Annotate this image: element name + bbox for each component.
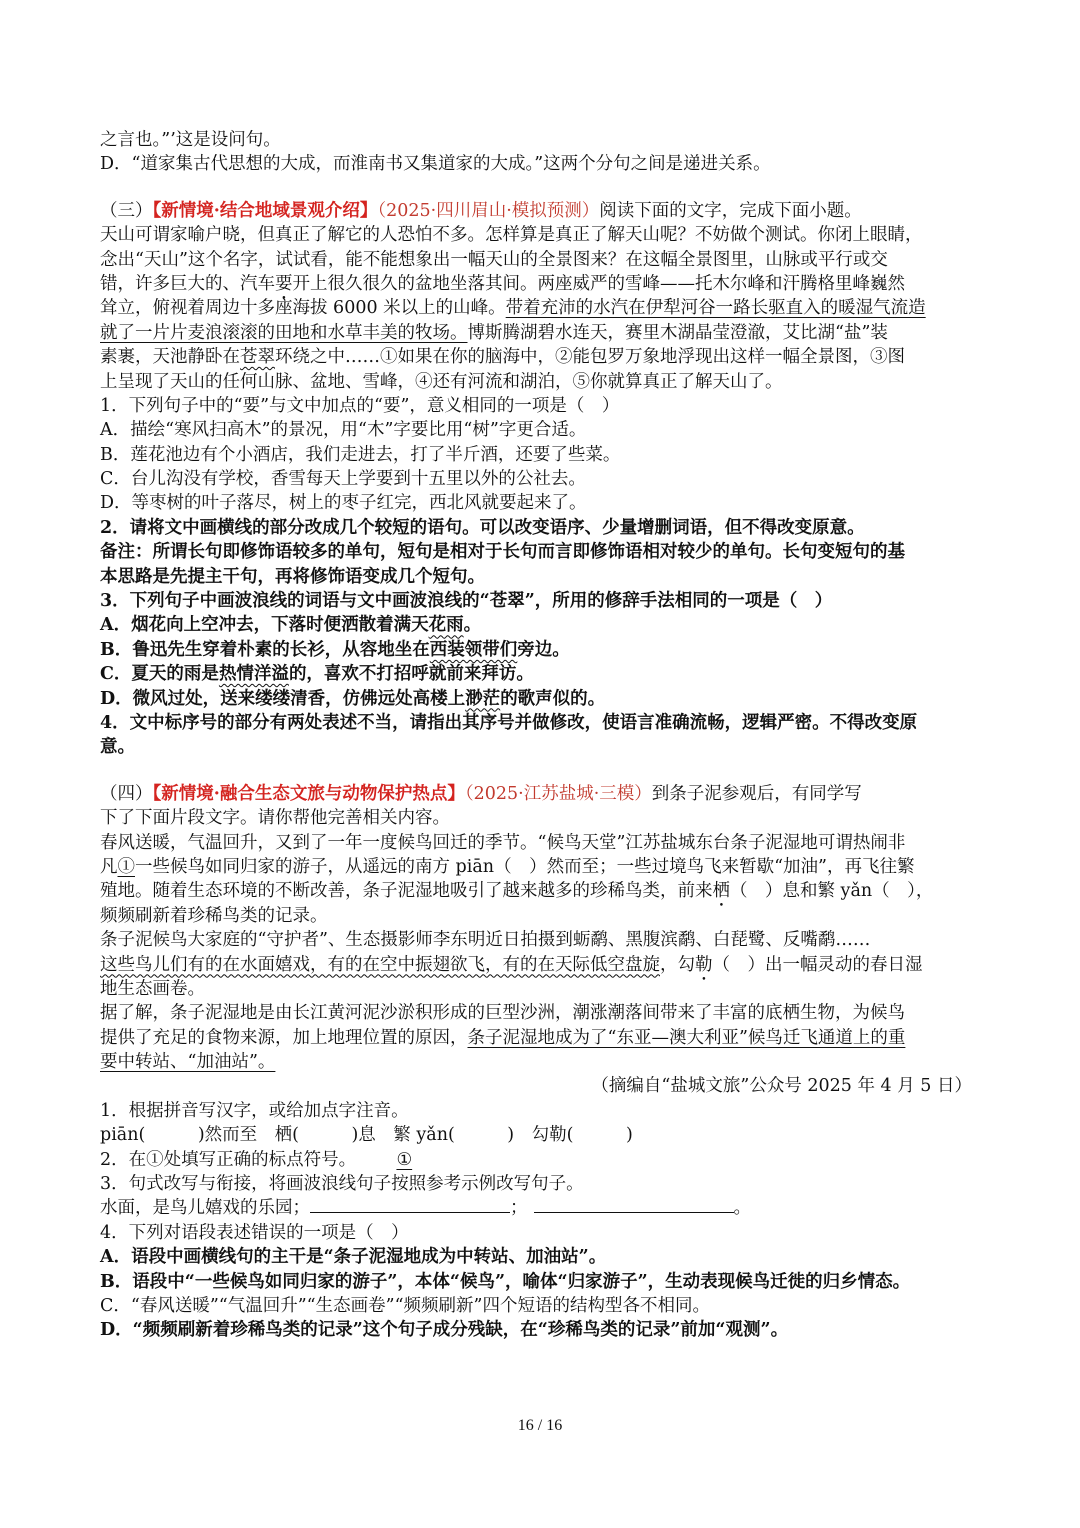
passage-line [100, 855, 990, 879]
passage-line: 据了解，条子泥湿地是由长江黄河泥沙淤积形成的巨型沙洲，潮涨潮落间带来了丰富的底栖生物，为候鸟 [100, 1003, 905, 1024]
passage-line [100, 321, 990, 345]
text-span: 的歌声似的。 [500, 688, 606, 709]
option: C．“春风送暖”“气温回升”“生态画卷”“频频刷新”四个短语的结构型各不相同。 [100, 1295, 710, 1316]
text-span: （ ）出一幅灵动的春日湿 [712, 954, 923, 975]
question-3-example [100, 1196, 990, 1220]
text-span: 开上很久很久的盆地坐落其间。两座威严的雪峰——托木尔峰和汗腾格里峰巍然 [292, 273, 905, 294]
text-span: 旁边。 [517, 639, 570, 660]
text-span: 的，喜欢不打招呼就前来拜访。 [288, 664, 534, 685]
wavy-word: 热情洋溢 [218, 664, 289, 685]
wavy-word: 渺茫 [465, 688, 501, 709]
answer-blank[interactable] [310, 1196, 510, 1213]
question-4: 4．下列对语段表述错误的一项是（ ） [100, 1222, 409, 1243]
dotted-char: 勒 [695, 954, 713, 975]
text-span: 。 [463, 615, 482, 636]
text-span: 错，许多巨大的、汽车 [100, 273, 275, 294]
blank-marker: ① [117, 856, 135, 877]
passage-line [100, 953, 990, 977]
text-span: 一些候鸟如同归家的游子，从遥远的南方 piān（ ）然而至；一些过境鸟飞来暂歇“加油”，再飞往繁 [135, 856, 915, 877]
text-span: 提供了充足的食物来源，加上地理位置的原因， [100, 1027, 468, 1048]
wavy-word: 苍翠 [240, 347, 275, 368]
section-source: （2025·四川眉山·模拟预测） [377, 200, 600, 221]
option: A．语段中画横线句的主干是“条子泥湿地成为中转站、加油站”。 [100, 1247, 607, 1268]
text-span: ； [510, 1198, 528, 1219]
option [100, 662, 990, 686]
option [100, 613, 990, 637]
section-tag: 【新情境·融合生态文旅与动物保护热点】 [152, 783, 465, 804]
question-2 [100, 1148, 990, 1172]
note-line: 备注：所谓长句即修饰语较多的单句，短句是相对于长句而言即修饰语相对较少的单句。长句变短句的基 [100, 542, 905, 563]
text-line: D．“道家集古代思想的大成，而淮南书又集道家的大成。”这两个分句之间是递进关系。 [100, 154, 771, 175]
dotted-char: 要 [275, 273, 293, 294]
question-1: 1．根据拼音写汉字，或给加点字注音。 [100, 1100, 409, 1121]
underlined-sentence: 带着充沛的水汽在伊犁河谷一路长驱直入的暖湿气流造 [505, 298, 926, 319]
option: D．“频频刷新着珍稀鸟类的记录”这个句子成分残缺，在“珍稀鸟类的记录”前加“观测”。 [100, 1320, 789, 1341]
passage-line: 天山可谓家喻户晓，但真正了解它的人恐怕不多。怎样算是真正了解天山呢？不妨做个测试。你闭上眼睛， [100, 225, 923, 246]
passage-line [100, 345, 990, 369]
text-span: A．烟花向上空冲去，下落时便洒散着满天 [100, 615, 429, 636]
document-body [100, 128, 990, 1343]
page-number: 16 / 16 [517, 1417, 563, 1434]
passage-line [100, 879, 990, 903]
section-label: （四） [100, 783, 153, 804]
text-span: 殖地。随着生态环境的不断改善，条子泥湿地吸引了越来越多的珍稀鸟类，前来 [100, 881, 713, 902]
section-instruction-cont: 下了下面片段文字。请你帮他完善相关内容。 [100, 808, 450, 829]
passage-line: 条子泥候鸟大家庭的“守护者”、生态摄影师李东明近日拍摄到蛎鹬、黑腹滨鹬、白琵鹭、反嘴鹬…… [100, 930, 871, 951]
answer-blank[interactable]: ① [396, 1149, 413, 1170]
option: B．语段中“一些候鸟如同归家的游子”，本体“候鸟”，喻体“归家游子”，生动表现候鸟迁徙的归乡情态。 [100, 1271, 911, 1292]
passage-line: 上呈现了天山的任何山脉、盆地、雪峰，④还有河流和湖泊，⑤你就算真正了解天山了。 [100, 371, 783, 392]
text-span: B．鲁迅先生穿着朴素的长衫，从容地坐在 [100, 639, 430, 660]
passage-line [100, 1026, 990, 1050]
text-span: 凡 [100, 856, 118, 877]
text-span: 水面，是鸟儿嬉戏的乐园； [100, 1198, 310, 1219]
question-3: 3．句式改写与衔接，将画波浪线句子按照参考示例改写句子。 [100, 1174, 584, 1195]
note-line: 本思路是先提主干句，再将修饰语变成几个短句。 [100, 566, 485, 587]
passage-line: 频频刷新着珍稀鸟类的记录。 [100, 905, 328, 926]
text-span: 博斯腾湖碧水连天，赛里木湖晶莹澄澈，艾比湖“盐”装 [467, 322, 888, 343]
question-4-cont: 意。 [100, 737, 135, 758]
answer-blanks: piān( )然而至 栖( )息 繁 yǎn( ) 勾勒( ) [100, 1125, 633, 1146]
option [100, 638, 990, 662]
section-3-heading [100, 199, 990, 223]
passage-line [100, 272, 990, 296]
section-source: （2025·江苏盐城·三模） [464, 783, 652, 804]
option: C．台儿沟没有学校，香雪每天上学要到十五里以外的公社去。 [100, 469, 586, 490]
question-2: 2．请将文中画横线的部分改成几个较短的语句。可以改变语序、少量增删词语，但不得改变原意。 [100, 517, 865, 538]
answer-blank[interactable] [534, 1196, 734, 1213]
wavy-word: 西装领带们 [429, 639, 518, 660]
question-4: 4．文中标序号的部分有两处表述不当，请指出其序号并做修改，使语言准确流畅，逻辑严密。不得改变原 [100, 712, 918, 733]
underlined-sentence: 条子泥湿地成为了“东亚—澳大利亚”候鸟迁飞通道上的重 [467, 1027, 906, 1048]
section-4-heading [100, 782, 990, 806]
passage-line: 地生态画卷。 [100, 978, 205, 999]
passage-line [100, 1050, 990, 1074]
text-span: C．夏天的雨是 [100, 664, 219, 685]
text-span: 环绕之中……①如果在你的脑海中，②能包罗万象地浮现出这样一幅全景图，③图 [275, 347, 905, 368]
passage-line: 春风送暖，气温回升，又到了一年一度候鸟回迁的季节。“候鸟天堂”江苏盐城东台条子泥湿地可谓热闹非 [100, 832, 906, 853]
dotted-char: 栖 [712, 881, 730, 902]
wavy-word: 花雨 [428, 615, 464, 636]
text-span: 素裹，天池静卧在 [100, 347, 240, 368]
wavy-sentence: 这些鸟儿们有的在水面嬉戏，有的在空中振翅欲飞，有的在天际低空盘旋 [100, 954, 660, 975]
source-citation: （摘编自“盐城文旅”公众号 2025 年 4 月 5 日） [591, 1076, 972, 1097]
option: B．莲花池边有个小酒店，我们走进去，打了半斤酒，还要了些菜。 [100, 444, 621, 465]
underlined-sentence: 要中转站、“加油站”。 [100, 1052, 276, 1073]
text-span: ，勾 [660, 954, 695, 975]
section-instruction: 阅读下面的文字，完成下面小题。 [599, 200, 862, 221]
underlined-sentence: 就了一片片麦浪滚滚的田地和水草丰美的牧场。 [100, 322, 468, 343]
text-span: 2．在①处填写正确的标点符号。 [100, 1149, 357, 1170]
text-span: 。 [733, 1198, 751, 1219]
passage-line: 念出“天山”这个名字，试试看，能不能想象出一幅天山的全景图来？在这幅全景图里，山脉或平行或交 [100, 249, 888, 270]
question-1: 1．下列句子中的“要”与文中加点的“要”，意义相同的一项是（ ） [100, 395, 620, 416]
option: D．等枣树的叶子落尽，树上的枣子红完，西北风就要起来了。 [100, 493, 587, 514]
question-3: 3．下列句子中画波浪线的词语与文中画波浪线的“苍翠”，所用的修辞手法相同的一项是（ ） [100, 591, 833, 612]
text-line: 之言也。”’这是设问句。 [100, 130, 281, 150]
section-label: （三） [100, 200, 153, 221]
text-span: D．微风过处，送来缕缕清香，仿佛远处高楼上 [100, 688, 466, 709]
text-span: （ ）息和繁 yǎn（ ）， [730, 881, 934, 902]
section-instruction: 到条子泥参观后，有同学写 [651, 783, 862, 804]
section-tag: 【新情境·结合地域景观介绍】 [152, 200, 378, 221]
option [100, 687, 990, 711]
passage-line [100, 296, 990, 320]
text-span: 耸立，俯视着周边十多座海拔 6000 米以上的山峰。 [100, 298, 506, 319]
option: A．描绘“寒风扫高木”的景况，用“木”字要比用“树”字更合适。 [100, 420, 587, 441]
